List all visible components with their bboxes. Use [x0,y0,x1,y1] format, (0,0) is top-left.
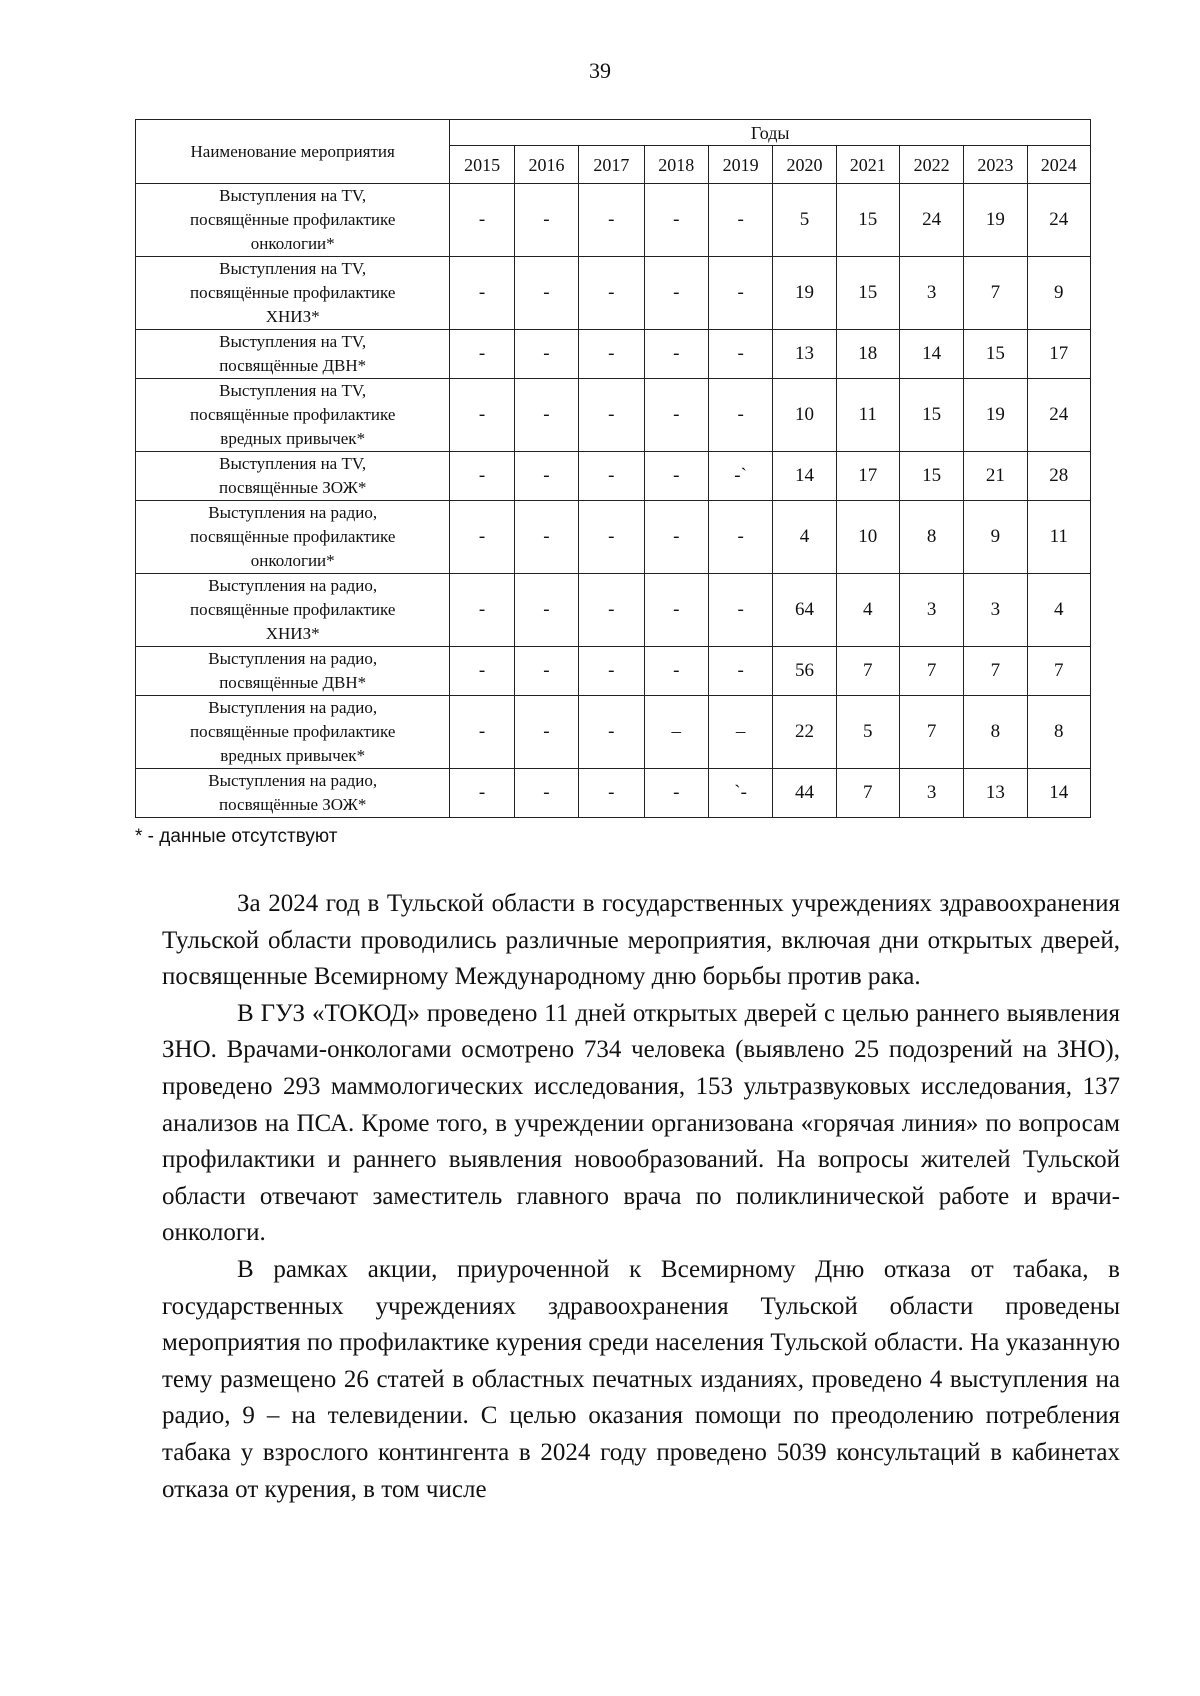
table-footnote: * - данные отсутствуют [135,826,338,847]
value-cell-2016: - [514,330,578,379]
value-cell-2023: 9 [964,501,1027,574]
value-cell-2018: - [644,501,708,574]
value-cell-2015: - [450,696,514,769]
event-name-cell [136,330,450,379]
event-name-line: Выступления на TV, [219,381,367,400]
table-row [136,452,1091,501]
value-cell-2017: - [579,452,644,501]
value-cell-2019: -` [708,452,772,501]
year-header-2019: 2019 [708,146,772,184]
page-number: 39 [589,58,611,83]
table-row [136,184,1091,257]
value-cell-2019: `- [708,769,772,818]
event-name-line: посвящённые профилактике [189,283,396,302]
event-name-line: посвящённые профилактике [189,722,396,741]
event-name-line: ХНИЗ* [265,307,320,326]
table-row [136,647,1091,696]
value-cell-2015: - [450,330,514,379]
table-row [136,330,1091,379]
value-cell-2024: 17 [1027,330,1090,379]
value-cell-2015: - [450,452,514,501]
value-cell-2022: 24 [899,184,963,257]
table-row [136,769,1091,818]
value-cell-2018: - [644,379,708,452]
event-name-cell [136,452,450,501]
value-cell-2015: - [450,574,514,647]
event-name-line: Выступления на радио, [208,576,378,595]
value-cell-2017: - [579,647,644,696]
value-cell-2023: 15 [964,330,1027,379]
year-header-2020: 2020 [773,146,836,184]
value-cell-2017: - [579,769,644,818]
value-cell-2015: - [450,257,514,330]
table-row [136,501,1091,574]
value-cell-2021: 5 [836,696,899,769]
event-name-line: Выступления на TV, [219,259,367,278]
value-cell-2021: 10 [836,501,899,574]
event-name-line: посвящённые ДВН* [219,673,367,692]
value-cell-2017: - [579,184,644,257]
event-name-line: онкологии* [250,234,335,253]
event-name-line: Выступления на радио, [208,698,378,717]
value-cell-2016: - [514,501,578,574]
value-cell-2017: - [579,257,644,330]
value-cell-2016: - [514,257,578,330]
year-header-2018: 2018 [644,146,708,184]
value-cell-2022: 3 [899,257,963,330]
value-cell-2020: 14 [773,452,836,501]
value-cell-2017: - [579,330,644,379]
value-cell-2022: 8 [899,501,963,574]
paragraph: За 2024 год в Тульской области в государственных учреждениях здравоохранения Тульской области проводились различные мероприятия, включая дни открытых дверей, посвященные Всемирному Международному дню борьбы против рака. [162,890,1120,991]
value-cell-2021: 7 [836,647,899,696]
event-name-line: посвящённые профилактике [189,527,396,546]
value-cell-2024: 7 [1027,647,1090,696]
value-cell-2020: 64 [773,574,836,647]
event-name-cell [136,379,450,452]
value-cell-2020: 19 [773,257,836,330]
value-cell-2018: - [644,769,708,818]
value-cell-2022: 7 [899,647,963,696]
table-body [136,184,1091,818]
value-cell-2022: 14 [899,330,963,379]
year-header-2015: 2015 [450,146,514,184]
body-text [162,886,1120,1508]
event-name-line: Выступления на TV, [219,332,367,351]
value-cell-2020: 5 [773,184,836,257]
event-name-cell [136,574,450,647]
value-cell-2022: 15 [899,452,963,501]
value-cell-2024: 11 [1027,501,1090,574]
table-row [136,257,1091,330]
event-name-cell [136,647,450,696]
value-cell-2023: 3 [964,574,1027,647]
value-cell-2024: 9 [1027,257,1090,330]
event-name-cell [136,501,450,574]
year-header-2016: 2016 [514,146,578,184]
event-name-line: посвящённые профилактике [189,600,396,619]
value-cell-2023: 19 [964,379,1027,452]
value-cell-2015: - [450,647,514,696]
value-cell-2020: 10 [773,379,836,452]
value-cell-2019: – [708,696,772,769]
table-row [136,574,1091,647]
value-cell-2019: - [708,257,772,330]
event-name-cell [136,769,450,818]
value-cell-2022: 3 [899,769,963,818]
event-name-cell [136,184,450,257]
value-cell-2016: - [514,574,578,647]
value-cell-2022: 7 [899,696,963,769]
value-cell-2018: - [644,574,708,647]
events-table [135,119,1091,818]
value-cell-2016: - [514,769,578,818]
value-cell-2024: 4 [1027,574,1090,647]
value-cell-2021: 18 [836,330,899,379]
events-table-container [135,119,1091,818]
name-column-header: Наименование мероприятия [136,120,450,184]
value-cell-2016: - [514,647,578,696]
year-header-2023: 2023 [964,146,1027,184]
event-name-line: вредных привычек* [220,746,366,765]
year-header-2022: 2022 [899,146,963,184]
value-cell-2020: 13 [773,330,836,379]
value-cell-2023: 13 [964,769,1027,818]
value-cell-2023: 19 [964,184,1027,257]
value-cell-2019: - [708,330,772,379]
value-cell-2021: 11 [836,379,899,452]
value-cell-2019: - [708,574,772,647]
event-name-line: онкологии* [250,551,335,570]
value-cell-2019: - [708,501,772,574]
value-cell-2015: - [450,501,514,574]
event-name-line: Выступления на радио, [208,649,378,668]
event-name-cell [136,257,450,330]
value-cell-2023: 7 [964,647,1027,696]
year-header-2024: 2024 [1027,146,1090,184]
value-cell-2024: 28 [1027,452,1090,501]
year-header-2017: 2017 [579,146,644,184]
value-cell-2021: 15 [836,184,899,257]
value-cell-2017: - [579,379,644,452]
value-cell-2020: 4 [773,501,836,574]
event-name-line: вредных привычек* [220,429,366,448]
value-cell-2015: - [450,769,514,818]
year-header-2021: 2021 [836,146,899,184]
event-name-line: посвящённые ЗОЖ* [219,478,367,497]
value-cell-2020: 56 [773,647,836,696]
value-cell-2016: - [514,379,578,452]
value-cell-2017: - [579,501,644,574]
value-cell-2018: - [644,647,708,696]
value-cell-2022: 15 [899,379,963,452]
value-cell-2018: - [644,257,708,330]
value-cell-2023: 7 [964,257,1027,330]
value-cell-2021: 4 [836,574,899,647]
value-cell-2020: 22 [773,696,836,769]
event-name-line: Выступления на радио, [208,503,378,522]
value-cell-2024: 14 [1027,769,1090,818]
value-cell-2017: - [579,696,644,769]
value-cell-2022: 3 [899,574,963,647]
value-cell-2015: - [450,184,514,257]
event-name-line: Выступления на радио, [208,771,378,790]
value-cell-2016: - [514,184,578,257]
value-cell-2024: 24 [1027,379,1090,452]
value-cell-2023: 8 [964,696,1027,769]
value-cell-2019: - [708,184,772,257]
years-group-header: Годы [450,120,1091,146]
value-cell-2015: - [450,379,514,452]
event-name-line: посвящённые ЗОЖ* [219,795,367,814]
value-cell-2021: 15 [836,257,899,330]
value-cell-2021: 17 [836,452,899,501]
value-cell-2018: - [644,330,708,379]
value-cell-2017: - [579,574,644,647]
value-cell-2018: - [644,452,708,501]
value-cell-2020: 44 [773,769,836,818]
value-cell-2016: - [514,452,578,501]
value-cell-2024: 24 [1027,184,1090,257]
table-row [136,379,1091,452]
event-name-line: посвящённые профилактике [189,210,396,229]
value-cell-2019: - [708,379,772,452]
value-cell-2023: 21 [964,452,1027,501]
event-name-line: посвящённые профилактике [189,405,396,424]
value-cell-2019: - [708,647,772,696]
paragraph: В рамках акции, приуроченной к Всемирному Дню отказа от табака, в государственных учреждениях здравоохранения Тульской области проведены мероприятия по профилактике курения среди населения Тульской области. На указанную тему размещено 26 статей в областных печатных изданиях, проведено 4 выступления на радио, 9 – на телевидении. С целью оказания помощи по преодолению потребления табака у взрослого контингента в 2024 году проведено 5039 консультаций в кабинетах отказа от курения, в том числе [162,1255,1120,1503]
event-name-line: посвящённые ДВН* [219,356,367,375]
value-cell-2021: 7 [836,769,899,818]
value-cell-2016: - [514,696,578,769]
value-cell-2018: – [644,696,708,769]
value-cell-2018: - [644,184,708,257]
table-row [136,696,1091,769]
event-name-cell [136,696,450,769]
event-name-line: ХНИЗ* [265,624,320,643]
table-header [136,120,1091,184]
event-name-line: Выступления на TV, [219,186,367,205]
paragraph: В ГУЗ «ТОКОД» проведено 11 дней открытых дверей с целью раннего выявления ЗНО. Врачами-онкологами осмотрено 734 человека (выявлено 25 подозрений на ЗНО), проведено 293 маммологических исследования, 153 ультразвуковых исследования, 137 анализов на ПСА. Кроме того, в учреждении организована «горячая линия» по вопросам профилактики и раннего выявления новообразований. На вопросы жителей Тульской области отвечают заместитель главного врача по поликлинической работе и врачи-онкологи. [162,999,1120,1247]
value-cell-2024: 8 [1027,696,1090,769]
event-name-line: Выступления на TV, [219,454,367,473]
